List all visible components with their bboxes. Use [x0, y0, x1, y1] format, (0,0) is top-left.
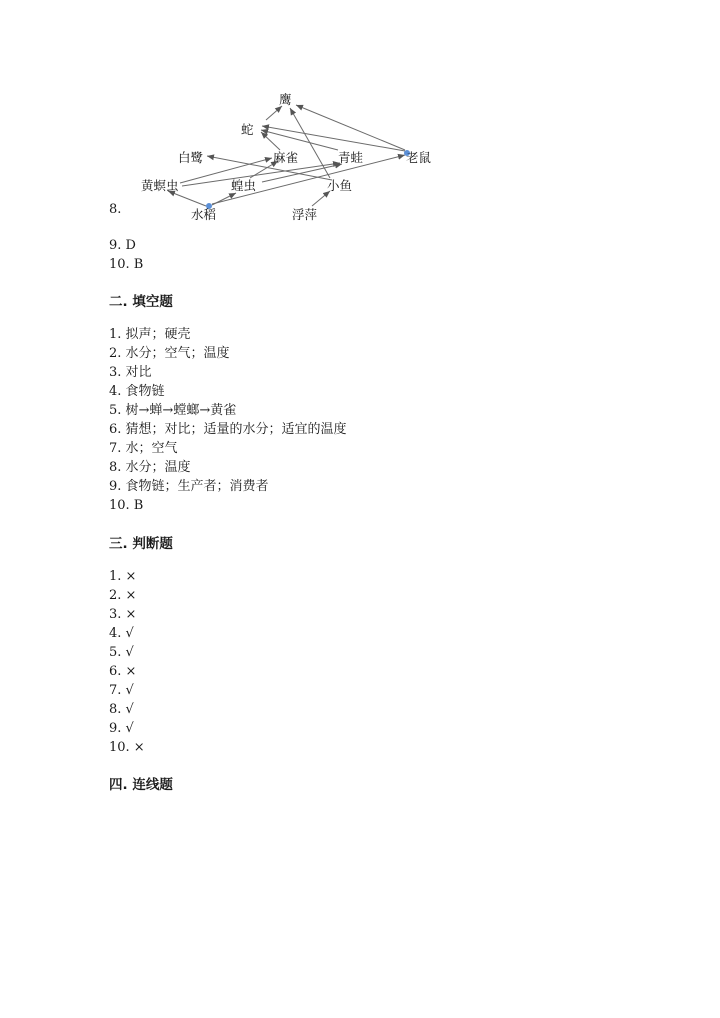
node-mouse: 老鼠 [406, 150, 432, 165]
judge-answer-8: 8. √ [109, 702, 134, 717]
answer-8-number: 8. [109, 202, 122, 217]
node-small-fish: 小鱼 [327, 178, 353, 193]
fill-answer-8: 8. 水分；温度 [109, 460, 191, 475]
judge-answer-4: 4. √ [109, 626, 134, 641]
arrow-duckweed-fish [312, 191, 330, 206]
judge-answer-9: 9. √ [109, 721, 134, 736]
node-egret: 白鹭 [178, 150, 204, 165]
arrow-snake-eagle [266, 106, 282, 120]
fill-answer-10: 10. B [109, 498, 144, 513]
fill-answer-9: 9. 食物链；生产者；消费者 [109, 479, 269, 494]
fill-answer-5: 5. 树→蝉→螳螂→黄雀 [109, 403, 237, 418]
fill-answer-2: 2. 水分；空气；温度 [109, 346, 230, 361]
food-web-diagram [0, 0, 720, 240]
answer-10: 10. B [109, 257, 144, 272]
judge-answer-1: 1. × [109, 569, 137, 584]
answer-9: 9. D [109, 238, 136, 253]
judge-answer-7: 7. √ [109, 683, 134, 698]
node-snake: 蛇 [241, 122, 254, 137]
node-borer: 黄螟虫 [141, 178, 179, 193]
judge-answer-6: 6. × [109, 664, 137, 679]
fill-answer-4: 4. 食物链 [109, 384, 165, 399]
node-duckweed: 浮萍 [292, 207, 318, 222]
fill-answer-1: 1. 拟声；硬壳 [109, 327, 191, 342]
node-sparrow: 麻雀 [273, 150, 299, 165]
arrow-mouse-snake [262, 126, 405, 151]
node-locust: 蝗虫 [231, 178, 257, 193]
section-heading-fill-blank: 二. 填空题 [109, 294, 173, 310]
section-heading-matching: 四. 连线题 [109, 777, 173, 793]
node-rice: 水稻 [191, 207, 217, 222]
judge-answer-10: 10. × [109, 740, 145, 755]
judge-answer-2: 2. × [109, 588, 137, 603]
fill-answer-7: 7. 水；空气 [109, 441, 178, 456]
judge-answer-3: 3. × [109, 607, 137, 622]
arrow-rice-borer [168, 191, 206, 206]
judge-answer-5: 5. √ [109, 645, 134, 660]
arrow-fish-egret [207, 156, 332, 180]
node-eagle: 鹰 [279, 92, 292, 107]
section-heading-true-false: 三. 判断题 [109, 536, 173, 552]
fill-answer-3: 3. 对比 [109, 365, 152, 380]
fill-answer-6: 6. 猜想；对比；适量的水分；适宜的温度 [109, 422, 347, 437]
node-frog: 青蛙 [338, 150, 364, 165]
